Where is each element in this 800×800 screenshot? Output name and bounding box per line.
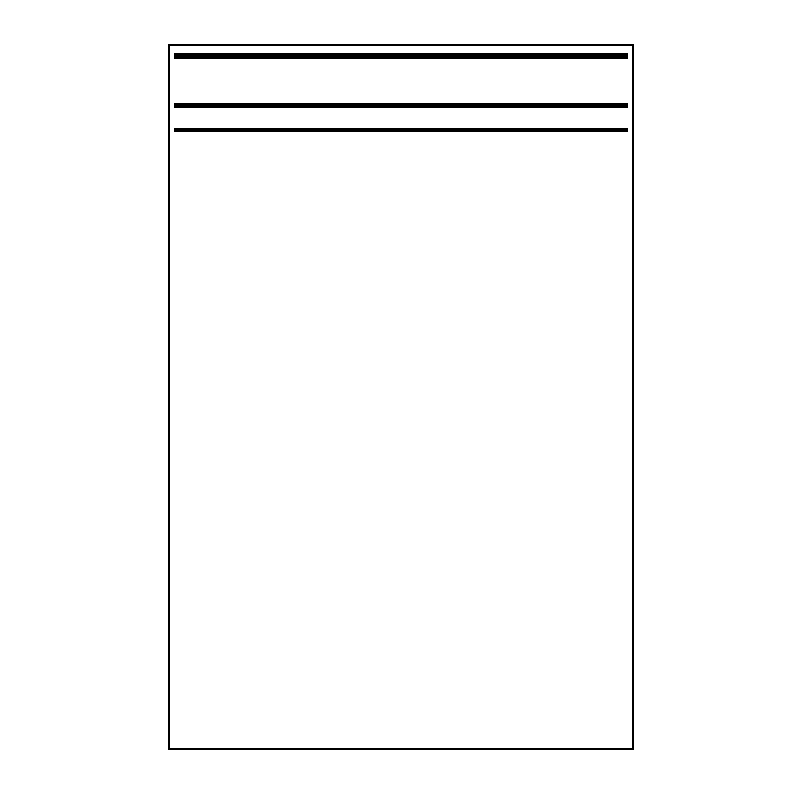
table-header [174,59,628,104]
footnotes [174,128,628,135]
supplement-facts-panel [168,44,634,750]
cofactors-header [174,104,628,128]
